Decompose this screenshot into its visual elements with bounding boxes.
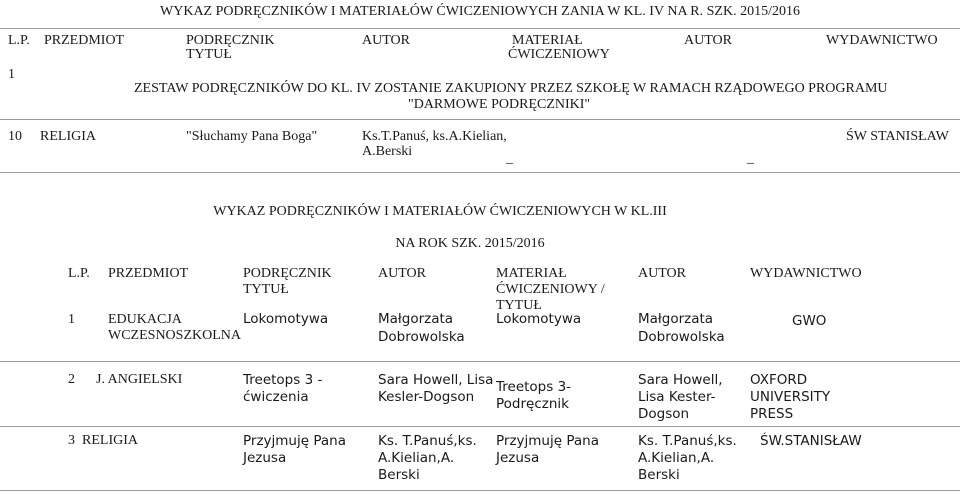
header-autor-2: AUTOR	[684, 33, 732, 48]
rule	[0, 119, 960, 120]
header-material: MATERIAŁ	[512, 33, 583, 48]
header-podrecznik: PODRĘCZNIK	[243, 266, 332, 281]
row-number: 10	[8, 129, 22, 144]
header-przedmiot: PRZEDMIOT	[108, 266, 189, 281]
header-autor-2: AUTOR	[638, 266, 686, 281]
header-podrecznik-tytul: TYTUŁ	[243, 282, 289, 297]
header-lp: L.P.	[68, 266, 90, 281]
row-author-cont: Dobrowolska	[378, 329, 465, 345]
header-autor: AUTOR	[362, 33, 410, 48]
row-title-cont: Jezusa	[243, 450, 287, 466]
row-author-cont: A.Berski	[362, 144, 413, 159]
row-author-2-cont: Dobrowolska	[638, 329, 725, 345]
row-author: Sara Howell, Lisa	[378, 372, 494, 388]
row-publisher: OXFORD	[750, 372, 808, 388]
row-material: _	[506, 151, 513, 166]
row-number: 1	[68, 312, 75, 327]
row-author-2: Ks. T.Panuś,ks.	[638, 433, 737, 449]
doc2-subtitle: NA ROK SZK. 2015/2016	[395, 236, 545, 251]
header-przedmiot: PRZEDMIOT	[44, 33, 125, 48]
rule	[0, 28, 960, 29]
row-number: 2	[68, 372, 75, 387]
row-author-2-cont: Dogson	[638, 406, 690, 422]
rule	[0, 490, 960, 491]
header-material: MATERIAŁ	[496, 266, 567, 281]
row-author-2: Sara Howell,	[638, 372, 723, 388]
row-publisher: ŚW STANISŁAW	[846, 129, 949, 144]
note-line-2: "DARMOWE PODRĘCZNIKI"	[408, 97, 591, 112]
row-title-cont: ćwiczenia	[243, 389, 309, 405]
rule	[0, 172, 960, 173]
header-autor: AUTOR	[378, 266, 426, 281]
header-lp: L.P.	[8, 33, 30, 48]
row-author-cont: A.Kielian,A.	[378, 450, 455, 466]
row-author: Ks. T.Panuś,ks.	[378, 433, 477, 449]
row-title: Lokomotywa	[243, 311, 329, 327]
note-line-1: ZESTAW PODRĘCZNIKÓW DO KL. IV ZOSTANIE ZAKUPIONY PRZEZ SZKOŁĘ W RAMACH RZĄDOWEGO PROGRAMU	[134, 81, 888, 96]
doc1-title: WYKAZ PODRĘCZNIKÓW I MATERIAŁÓW ĆWICZENIOWYCH ZANIA W KL. IV NA R. SZK. 2015/2016	[160, 4, 800, 19]
rule	[0, 361, 960, 362]
row-material: Lokomotywa	[496, 311, 582, 327]
row-number: 3	[68, 433, 75, 448]
row-author-2: Małgorzata	[638, 311, 714, 327]
row-subject: RELIGIA	[40, 129, 96, 144]
row-subject: J. ANGIELSKI	[96, 372, 183, 387]
rule	[0, 426, 960, 427]
row-author: Małgorzata	[378, 311, 454, 327]
row-material-cont: Podręcznik	[496, 396, 569, 412]
row-publisher: ŚW.STANISŁAW	[760, 433, 862, 449]
row-subject: EDUKACJA	[108, 312, 182, 327]
row-material-cont: Jezusa	[496, 450, 540, 466]
row-title: "Słuchamy Pana Boga"	[186, 129, 318, 144]
row-material: Treetops 3-	[496, 379, 572, 395]
row-author-2-cont: A.Kielian,A.	[638, 450, 715, 466]
note-number: 1	[8, 67, 15, 82]
header-wydawnictwo: WYDAWNICTWO	[750, 266, 862, 281]
row-subject: RELIGIA	[82, 433, 138, 448]
header-material-cwiczeniowy: ĆWICZENIOWY	[508, 47, 610, 62]
row-author-2-cont: Lisa Kester-	[638, 389, 716, 405]
header-wydawnictwo: WYDAWNICTWO	[826, 33, 938, 48]
row-material: Przyjmuję Pana	[496, 433, 599, 449]
row-author: Ks.T.Panuś, ks.A.Kielian,	[362, 129, 507, 144]
header-podrecznik: PODRĘCZNIK	[186, 33, 275, 48]
row-publisher-cont: UNIVERSITY	[750, 389, 831, 405]
row-author-2-cont: Berski	[638, 467, 680, 483]
row-author-cont: Kesler-Dogson	[378, 389, 475, 405]
row-title: Treetops 3 -	[243, 372, 323, 388]
doc2-title: WYKAZ PODRĘCZNIKÓW I MATERIAŁÓW ĆWICZENIOWYCH W KL.III	[213, 204, 667, 219]
row-author-cont: Berski	[378, 467, 420, 483]
row-publisher-cont: PRESS	[750, 406, 794, 422]
row-title: Przyjmuję Pana	[243, 433, 346, 449]
header-material-cwiczeniowy: ĆWICZENIOWY /	[496, 282, 605, 297]
row-author-2: _	[747, 151, 754, 166]
row-subject-cont: WCZESNOSZKOLNA	[108, 328, 241, 343]
header-material-tytul: TYTUŁ	[496, 298, 542, 313]
header-podrecznik-tytul: TYTUŁ	[186, 47, 232, 62]
row-publisher: GWO	[792, 313, 827, 329]
